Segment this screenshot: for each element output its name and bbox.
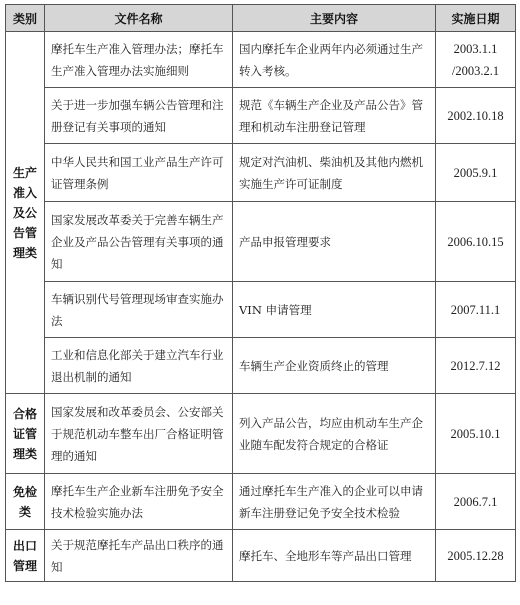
document-name-cell: 关于进一步加强车辆公告管理和注册登记有关事项的通知	[45, 88, 233, 144]
effective-date-cell: 2005.12.28	[436, 530, 516, 582]
table-row	[6, 202, 516, 282]
main-content-cell: 产品申报管理要求	[233, 202, 436, 282]
document-name-cell: 中华人民共和国工业产品生产许可证管理条例	[45, 144, 233, 202]
category-label: 合格证管理类	[12, 406, 37, 461]
document-name-cell: 摩托车生产企业新车注册免予安全技术检验实施办法	[45, 474, 233, 530]
document-name-cell: 工业和信息化部关于建立汽车行业退出机制的通知	[45, 338, 233, 394]
effective-date-cell: 2006.10.15	[436, 202, 516, 282]
effective-date-cell: 2012.7.12	[436, 338, 516, 394]
effective-date-cell: 2005.10.1	[436, 394, 516, 474]
effective-date-cell: 2006.7.1	[436, 474, 516, 530]
main-content-cell: 摩托车、全地形车等产品出口管理	[233, 530, 436, 582]
category-label: 免检类	[12, 484, 37, 519]
document-name-cell: 国家发展改革委关于完善车辆生产企业及产品公告管理有关事项的通知	[45, 202, 233, 282]
main-content-cell: 规定对汽油机、柴油机及其他内燃机实施生产许可证制度	[233, 144, 436, 202]
main-content-cell: VIN 申请管理	[233, 282, 436, 338]
table-row	[6, 394, 516, 474]
table-row	[6, 32, 516, 88]
effective-date-cell: 2002.10.18	[436, 88, 516, 144]
effective-date-cell: 2005.9.1	[436, 144, 516, 202]
category-cell	[6, 530, 45, 582]
header-document-name: 文件名称	[45, 5, 233, 32]
regulations-table-container	[5, 4, 515, 582]
table-row	[6, 144, 516, 202]
table-header-row	[6, 5, 516, 32]
table-row	[6, 338, 516, 394]
main-content-cell: 国内摩托车企业两年内必须通过生产转入考核。	[233, 32, 436, 88]
category-label: 出口管理	[12, 538, 37, 573]
effective-date-cell: 2007.11.1	[436, 282, 516, 338]
table-row	[6, 282, 516, 338]
document-name-cell: 车辆识别代号管理现场审查实施办法	[45, 282, 233, 338]
table-row	[6, 88, 516, 144]
header-effective-date: 实施日期	[436, 5, 516, 32]
regulations-table	[5, 4, 516, 582]
header-category: 类别	[6, 5, 45, 32]
category-cell	[6, 32, 45, 394]
main-content-cell: 规范《车辆生产企业及产品公告》管理和机动车注册登记管理	[233, 88, 436, 144]
main-content-cell: 车辆生产企业资质终止的管理	[233, 338, 436, 394]
document-name-cell: 摩托车生产准入管理办法；摩托车生产准入管理办法实施细则	[45, 32, 233, 88]
header-main-content: 主要内容	[233, 5, 436, 32]
table-row	[6, 530, 516, 582]
effective-date-cell: 2003.1.1 /2003.2.1	[436, 32, 516, 88]
document-name-cell: 国家发展和改革委员会、公安部关于规范机动车整车出厂合格证明管理的通知	[45, 394, 233, 474]
document-name-cell: 关于规范摩托车产品出口秩序的通知	[45, 530, 233, 582]
main-content-cell: 通过摩托车生产准入的企业可以申请新车注册登记免予安全技术检验	[233, 474, 436, 530]
main-content-cell: 列入产品公告，均应由机动车生产企业随车配发符合规定的合格证	[233, 394, 436, 474]
category-label: 生产准入及公告管理类	[12, 165, 37, 260]
table-row	[6, 474, 516, 530]
category-cell	[6, 394, 45, 474]
category-cell	[6, 474, 45, 530]
